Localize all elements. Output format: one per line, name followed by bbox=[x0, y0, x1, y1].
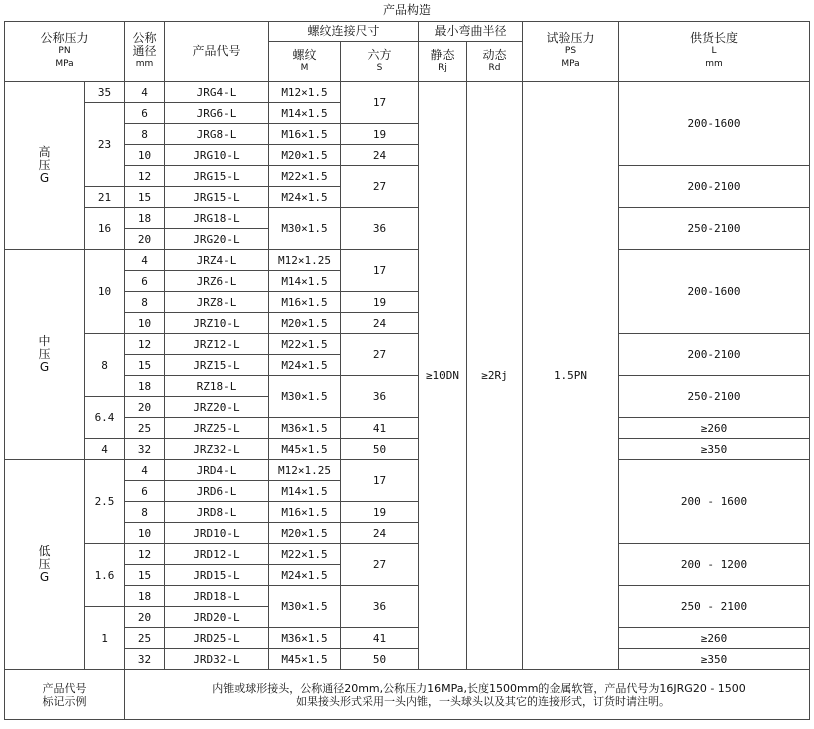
dn-cell: 18 bbox=[125, 376, 165, 397]
header-hex: 六方 S bbox=[341, 42, 419, 82]
thread-cell: M14×1.5 bbox=[269, 103, 341, 124]
dn-cell: 10 bbox=[125, 145, 165, 166]
thread-cell: M22×1.5 bbox=[269, 166, 341, 187]
dn-cell: 18 bbox=[125, 586, 165, 607]
code-cell: JRZ8-L bbox=[165, 292, 269, 313]
dn-cell: 6 bbox=[125, 271, 165, 292]
table-row bbox=[5, 82, 810, 103]
code-cell: JRD12-L bbox=[165, 544, 269, 565]
hex-cell: 24 bbox=[341, 523, 419, 544]
code-cell: JRG18-L bbox=[165, 208, 269, 229]
code-cell: JRD6-L bbox=[165, 481, 269, 502]
code-cell: JRG15-L bbox=[165, 187, 269, 208]
thread-cell: M30×1.5 bbox=[269, 208, 341, 250]
header-dn: 公称 通径 mm bbox=[125, 22, 165, 82]
thread-cell: M16×1.5 bbox=[269, 124, 341, 145]
dn-cell: 8 bbox=[125, 124, 165, 145]
thread-cell: M20×1.5 bbox=[269, 313, 341, 334]
code-cell: JRZ4-L bbox=[165, 250, 269, 271]
code-cell: JRZ15-L bbox=[165, 355, 269, 376]
table-title: 产品构造 bbox=[382, 3, 431, 17]
code-cell: JRD10-L bbox=[165, 523, 269, 544]
pressure-cell: 1.6 bbox=[85, 544, 125, 607]
code-cell: JRZ12-L bbox=[165, 334, 269, 355]
pressure-cell: 8 bbox=[85, 334, 125, 397]
header-thread-group: 螺纹连接尺寸 bbox=[269, 22, 419, 42]
footer-row bbox=[5, 670, 810, 720]
thread-cell: M12×1.5 bbox=[269, 82, 341, 103]
thread-cell: M30×1.5 bbox=[269, 376, 341, 418]
test-pressure: 1.5PN bbox=[523, 82, 619, 670]
pressure-cell: 10 bbox=[85, 250, 125, 334]
dn-cell: 8 bbox=[125, 502, 165, 523]
thread-cell: M16×1.5 bbox=[269, 292, 341, 313]
table-row bbox=[5, 586, 810, 607]
dn-cell: 20 bbox=[125, 397, 165, 418]
thread-cell: M20×1.5 bbox=[269, 145, 341, 166]
thread-cell: M45×1.5 bbox=[269, 649, 341, 670]
header-code: 产品代号 bbox=[165, 22, 269, 82]
hex-cell: 36 bbox=[341, 586, 419, 628]
header-thread: 螺纹 M bbox=[269, 42, 341, 82]
code-cell: JRZ32-L bbox=[165, 439, 269, 460]
dn-cell: 18 bbox=[125, 208, 165, 229]
table-row bbox=[5, 208, 810, 229]
pressure-cell: 16 bbox=[85, 208, 125, 250]
table-row bbox=[5, 649, 810, 670]
hex-cell: 27 bbox=[341, 544, 419, 586]
hex-cell: 17 bbox=[341, 250, 419, 292]
table-row bbox=[5, 376, 810, 397]
dn-cell: 4 bbox=[125, 250, 165, 271]
hex-cell: 17 bbox=[341, 460, 419, 502]
dn-cell: 25 bbox=[125, 418, 165, 439]
thread-cell: M22×1.5 bbox=[269, 334, 341, 355]
thread-cell: M14×1.5 bbox=[269, 481, 341, 502]
thread-cell: M14×1.5 bbox=[269, 271, 341, 292]
thread-cell: M36×1.5 bbox=[269, 418, 341, 439]
spec-table bbox=[4, 21, 810, 720]
dn-cell: 15 bbox=[125, 565, 165, 586]
code-cell: JRG10-L bbox=[165, 145, 269, 166]
table-row bbox=[5, 250, 810, 271]
table-row bbox=[5, 439, 810, 460]
dn-cell: 20 bbox=[125, 607, 165, 628]
thread-cell: M12×1.25 bbox=[269, 460, 341, 481]
pressure-cell: 4 bbox=[85, 439, 125, 460]
code-cell: JRZ25-L bbox=[165, 418, 269, 439]
dn-cell: 15 bbox=[125, 355, 165, 376]
dn-cell: 4 bbox=[125, 82, 165, 103]
header-ps: 试验压力 PS MPa bbox=[523, 22, 619, 82]
thread-cell: M22×1.5 bbox=[269, 544, 341, 565]
dn-cell: 6 bbox=[125, 481, 165, 502]
table-row bbox=[5, 628, 810, 649]
length-cell: 200-1600 bbox=[619, 82, 810, 166]
dn-cell: 20 bbox=[125, 229, 165, 250]
length-cell: 250-2100 bbox=[619, 376, 810, 418]
header-length: 供货长度 L mm bbox=[619, 22, 810, 82]
footer-text: 内锥或球形接头，公称通径20mm,公称压力16MPa,长度1500mm的金属软管，产品代号为16JRG20 - 1500 如果接头形式采用一头内锥，一头球头以及其它的连接形式，订货时请注明。 bbox=[125, 670, 810, 720]
group-low: 低 压 G bbox=[5, 460, 85, 670]
thread-cell: M24×1.5 bbox=[269, 187, 341, 208]
dn-cell: 25 bbox=[125, 628, 165, 649]
length-cell: 200-2100 bbox=[619, 166, 810, 208]
header-pn: 公称压力 PN MPa bbox=[5, 22, 125, 82]
hex-cell: 27 bbox=[341, 334, 419, 376]
length-cell: 200 - 1600 bbox=[619, 460, 810, 544]
length-cell: ≥350 bbox=[619, 439, 810, 460]
thread-cell: M24×1.5 bbox=[269, 355, 341, 376]
table-row bbox=[5, 544, 810, 565]
table-row bbox=[5, 334, 810, 355]
code-cell: JRZ10-L bbox=[165, 313, 269, 334]
code-cell: JRG6-L bbox=[165, 103, 269, 124]
dynamic-radius: ≥2Rj bbox=[467, 82, 523, 670]
dn-cell: 12 bbox=[125, 544, 165, 565]
thread-cell: M20×1.5 bbox=[269, 523, 341, 544]
hex-cell: 17 bbox=[341, 82, 419, 124]
length-cell: 250-2100 bbox=[619, 208, 810, 250]
table-row bbox=[5, 166, 810, 187]
code-cell: RZ18-L bbox=[165, 376, 269, 397]
code-cell: JRD15-L bbox=[165, 565, 269, 586]
thread-cell: M16×1.5 bbox=[269, 502, 341, 523]
hex-cell: 19 bbox=[341, 502, 419, 523]
dn-cell: 6 bbox=[125, 103, 165, 124]
hex-cell: 27 bbox=[341, 166, 419, 208]
length-cell: 250 - 2100 bbox=[619, 586, 810, 628]
hex-cell: 50 bbox=[341, 649, 419, 670]
pressure-cell: 21 bbox=[85, 187, 125, 208]
group-high: 高 压 G bbox=[5, 82, 85, 250]
hex-cell: 19 bbox=[341, 292, 419, 313]
code-cell: JRG15-L bbox=[165, 166, 269, 187]
code-cell: JRG20-L bbox=[165, 229, 269, 250]
dn-cell: 4 bbox=[125, 460, 165, 481]
footer-label: 产品代号 标记示例 bbox=[5, 670, 125, 720]
hex-cell: 41 bbox=[341, 628, 419, 649]
header-radius-group: 最小弯曲半径 bbox=[419, 22, 523, 42]
code-cell: JRD4-L bbox=[165, 460, 269, 481]
code-cell: JRZ6-L bbox=[165, 271, 269, 292]
table-row bbox=[5, 418, 810, 439]
pressure-cell: 2.5 bbox=[85, 460, 125, 544]
code-cell: JRG4-L bbox=[165, 82, 269, 103]
code-cell: JRD20-L bbox=[165, 607, 269, 628]
hex-cell: 36 bbox=[341, 208, 419, 250]
pressure-cell: 23 bbox=[85, 103, 125, 187]
thread-cell: M12×1.25 bbox=[269, 250, 341, 271]
thread-cell: M24×1.5 bbox=[269, 565, 341, 586]
dn-cell: 10 bbox=[125, 523, 165, 544]
hex-cell: 19 bbox=[341, 124, 419, 145]
length-cell: ≥350 bbox=[619, 649, 810, 670]
code-cell: JRD18-L bbox=[165, 586, 269, 607]
dn-cell: 8 bbox=[125, 292, 165, 313]
code-cell: JRG8-L bbox=[165, 124, 269, 145]
length-cell: 200-2100 bbox=[619, 334, 810, 376]
thread-cell: M30×1.5 bbox=[269, 586, 341, 628]
dn-cell: 15 bbox=[125, 187, 165, 208]
code-cell: JRD25-L bbox=[165, 628, 269, 649]
pressure-cell: 1 bbox=[85, 607, 125, 670]
pressure-cell: 6.4 bbox=[85, 397, 125, 439]
header-dynamic: 动态 Rd bbox=[467, 42, 523, 82]
static-radius: ≥10DN bbox=[419, 82, 467, 670]
table-row bbox=[5, 460, 810, 481]
pressure-cell: 35 bbox=[85, 82, 125, 103]
length-cell: 200 - 1200 bbox=[619, 544, 810, 586]
hex-cell: 50 bbox=[341, 439, 419, 460]
dn-cell: 32 bbox=[125, 439, 165, 460]
header-static: 静态 Rj bbox=[419, 42, 467, 82]
code-cell: JRD8-L bbox=[165, 502, 269, 523]
dn-cell: 12 bbox=[125, 334, 165, 355]
group-mid: 中 压 G bbox=[5, 250, 85, 460]
code-cell: JRZ20-L bbox=[165, 397, 269, 418]
thread-cell: M45×1.5 bbox=[269, 439, 341, 460]
code-cell: JRD32-L bbox=[165, 649, 269, 670]
hex-cell: 36 bbox=[341, 376, 419, 418]
hex-cell: 41 bbox=[341, 418, 419, 439]
dn-cell: 32 bbox=[125, 649, 165, 670]
thread-cell: M36×1.5 bbox=[269, 628, 341, 649]
length-cell: 200-1600 bbox=[619, 250, 810, 334]
hex-cell: 24 bbox=[341, 313, 419, 334]
hex-cell: 24 bbox=[341, 145, 419, 166]
length-cell: ≥260 bbox=[619, 628, 810, 649]
length-cell: ≥260 bbox=[619, 418, 810, 439]
dn-cell: 10 bbox=[125, 313, 165, 334]
dn-cell: 12 bbox=[125, 166, 165, 187]
